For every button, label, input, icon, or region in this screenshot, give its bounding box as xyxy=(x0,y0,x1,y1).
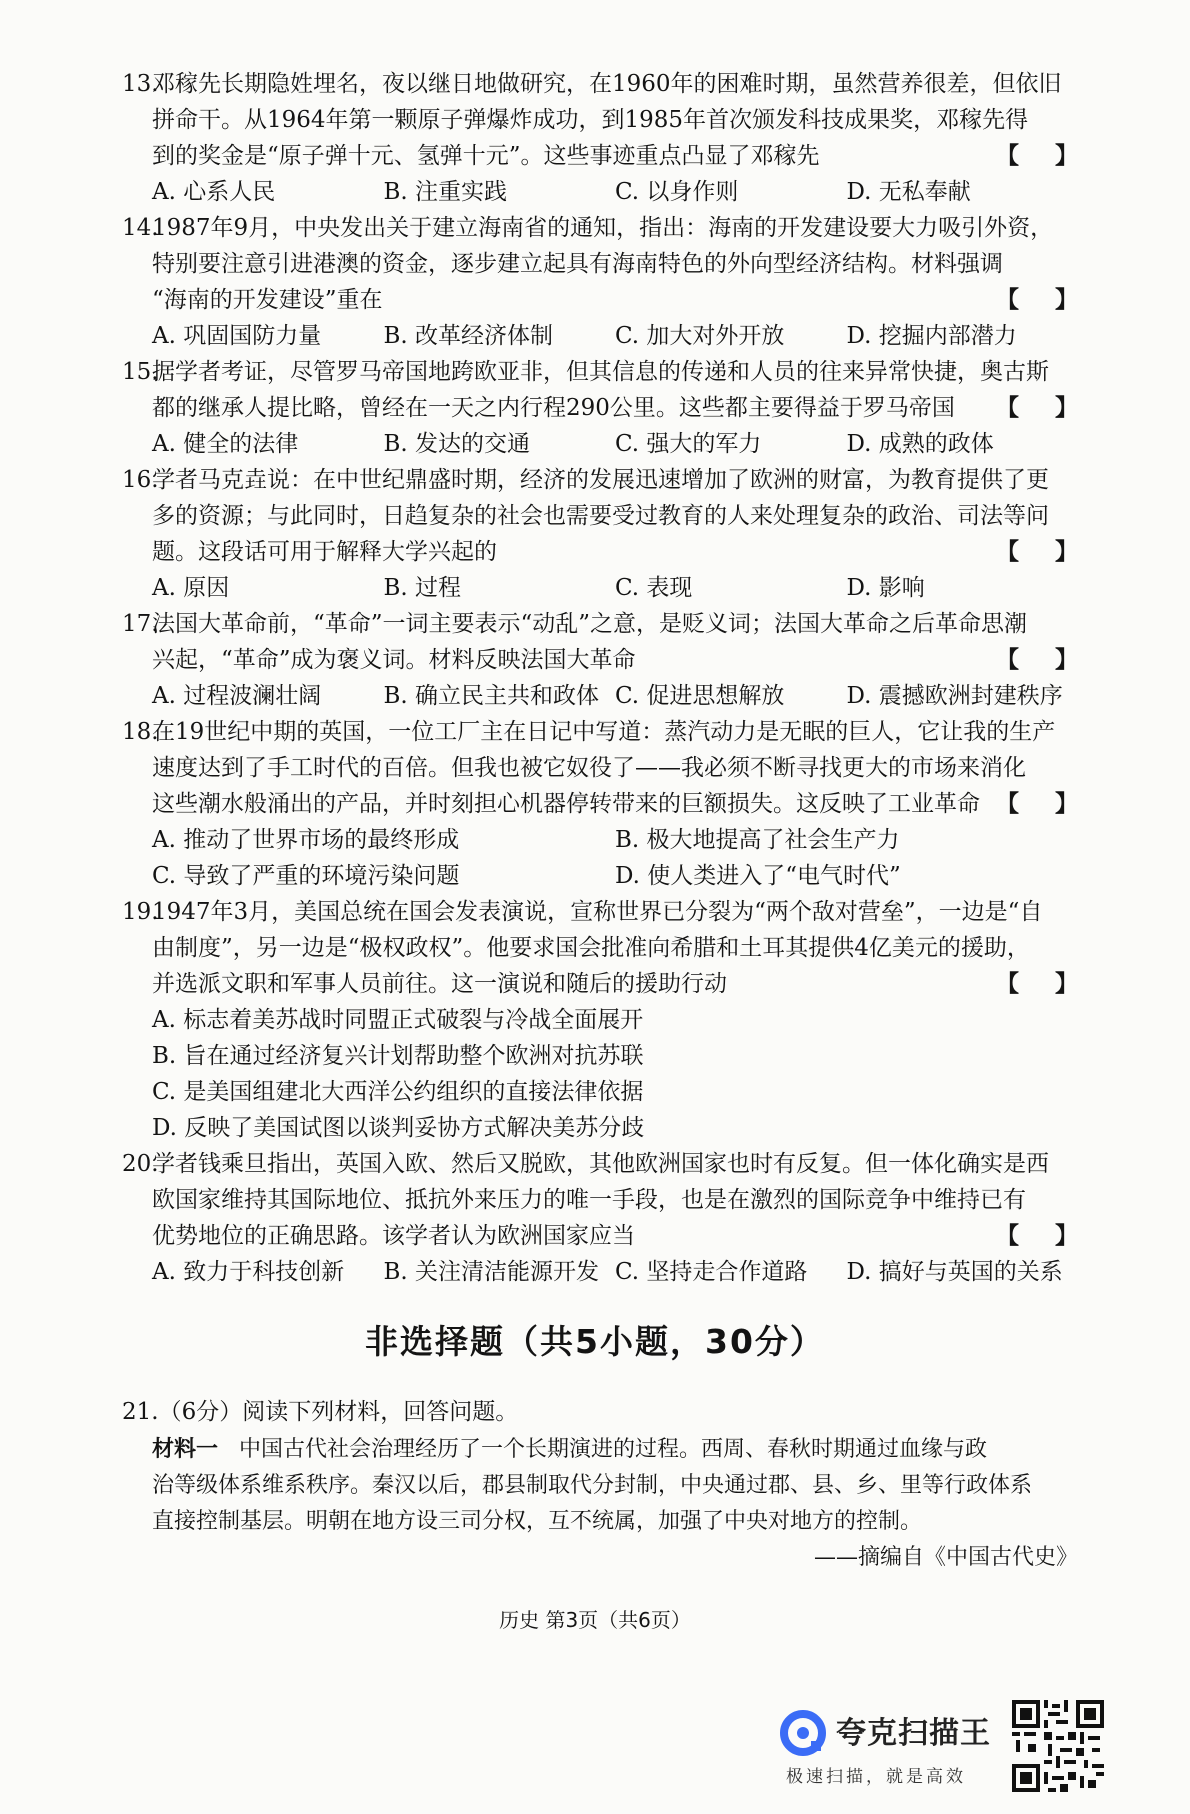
answer-bracket: 【 】 xyxy=(995,1222,1078,1249)
option-a: A. 健全的法律 xyxy=(152,431,299,457)
question-number: 18. xyxy=(122,719,159,745)
question-16 xyxy=(122,462,1078,606)
option-c: C. 加大对外开放 xyxy=(615,323,785,349)
option-b: B. 旨在通过经济复兴计划帮助整个欧洲对抗苏联 xyxy=(152,1043,644,1069)
question-text: 在19世纪中期的英国，一位工厂主在日记中写道：蒸汽动力是无眠的巨人，它让我的生产 xyxy=(152,719,1056,745)
question-text: 学者钱乘旦指出，英国入欧、然后又脱欧，其他欧洲国家也时有反复。但一体化确实是西 xyxy=(152,1151,1049,1177)
option-b: B. 注重实践 xyxy=(383,179,508,205)
option-a: A. 推动了世界市场的最终形成 xyxy=(152,827,460,853)
option-b: B. 极大地提高了社会生产力 xyxy=(615,827,900,853)
question-text: 学者马克垚说：在中世纪鼎盛时期，经济的发展迅速增加了欧洲的财富，为教育提供了更 xyxy=(152,467,1049,493)
option-b: B. 确立民主共和政体 xyxy=(383,683,600,709)
question-text: “海南的开发建设”重在 xyxy=(152,287,383,313)
watermark-subtitle: 极速扫描，就是高效 xyxy=(786,1767,966,1787)
option-a: A. 过程波澜壮阔 xyxy=(152,683,322,709)
option-b: B. 改革经济体制 xyxy=(383,323,554,349)
options xyxy=(152,318,1078,354)
question-text: 题。这段话可用于解释大学兴起的 xyxy=(152,539,497,565)
question-number: 13. xyxy=(122,71,159,97)
option-c: C. 坚持走合作道路 xyxy=(615,1259,808,1285)
answer-bracket: 【 】 xyxy=(995,142,1078,169)
option-b: B. 关注清洁能源开发 xyxy=(383,1259,600,1285)
scanner-watermark xyxy=(780,1704,1180,1804)
options xyxy=(152,858,1078,894)
answer-bracket: 【 】 xyxy=(995,538,1078,565)
answer-bracket: 【 】 xyxy=(995,286,1078,313)
question-number: 14. xyxy=(122,215,159,241)
watermark-title: 夸克扫描王 xyxy=(836,1716,991,1751)
question-number: 16. xyxy=(122,467,159,493)
question-text: 这些潮水般涌出的产品，并时刻担心机器停转带来的巨额损失。这反映了工业革命 xyxy=(152,791,980,817)
option-c: C. 表现 xyxy=(615,575,693,601)
option-a: A. 心系人民 xyxy=(152,179,276,205)
option-d: D. 震撼欧洲封建秩序 xyxy=(846,683,1063,709)
options xyxy=(152,570,1078,606)
question-number: 15. xyxy=(122,359,159,385)
option-c: C. 促进思想解放 xyxy=(615,683,785,709)
question-17 xyxy=(122,606,1078,714)
options xyxy=(152,1254,1078,1290)
answer-bracket: 【 】 xyxy=(995,790,1078,817)
option-d: D. 反映了美国试图以谈判妥协方式解决美苏分歧 xyxy=(152,1115,645,1141)
material-text: 中国古代社会治理经历了一个长期演进的过程。西周、春秋时期通过血缘与政 xyxy=(239,1437,988,1462)
question-text: 到的奖金是“原子弹十元、氢弹十元”。这些事迹重点凸显了邓稼先 xyxy=(152,143,820,169)
options xyxy=(152,174,1078,210)
question-number: 19. xyxy=(122,899,159,925)
option-c: C. 导致了严重的环境污染问题 xyxy=(152,863,460,889)
question-text: 1947年3月，美国总统在国会发表演说，宣称世界已分裂为“两个敌对营垒”，一边是“自 xyxy=(152,899,1043,925)
question-13 xyxy=(122,66,1078,210)
question-number: 17. xyxy=(122,611,159,637)
options xyxy=(152,426,1078,462)
question-text: 特别要注意引进港澳的资金，逐步建立起具有海南特色的外向型经济结构。材料强调 xyxy=(152,251,1003,277)
question-18 xyxy=(122,714,1078,894)
question-text: 优势地位的正确思路。该学者认为欧洲国家应当 xyxy=(152,1223,635,1249)
material-text: 直接控制基层。明朝在地方设三司分权，互不统属，加强了中央对地方的控制。 xyxy=(152,1509,923,1534)
option-d: D. 成熟的政体 xyxy=(846,431,994,457)
answer-bracket: 【 】 xyxy=(995,394,1078,421)
question-21 xyxy=(122,1394,1078,1430)
answer-bracket: 【 】 xyxy=(995,646,1078,673)
option-a: A. 原因 xyxy=(152,575,230,601)
option-b: B. 过程 xyxy=(383,575,462,601)
option-a: A. 标志着美苏战时同盟正式破裂与冷战全面展开 xyxy=(152,1007,644,1033)
material-one xyxy=(152,1432,1078,1576)
material-label: 材料一 xyxy=(152,1437,219,1462)
option-d: D. 搞好与英国的关系 xyxy=(846,1259,1063,1285)
question-text: 多的资源；与此同时，日趋复杂的社会也需要受过教育的人来处理复杂的政治、司法等问 xyxy=(152,503,1049,529)
question-14 xyxy=(122,210,1078,354)
option-d: D. 影响 xyxy=(846,575,925,601)
question-text: 据学者考证，尽管罗马帝国地跨欧亚非，但其信息的传递和人员的往来异常快捷，奥古斯 xyxy=(152,359,1049,385)
options xyxy=(152,678,1078,714)
question-text: 邓稼先长期隐姓埋名，夜以继日地做研究，在1960年的困难时期，虽然营养很差，但依旧 xyxy=(152,71,1062,97)
question-20 xyxy=(122,1146,1078,1290)
option-a: A. 致力于科技创新 xyxy=(152,1259,345,1285)
question-text: 并选派文职和军事人员前往。这一演说和随后的援助行动 xyxy=(152,971,727,997)
question-21-header: 21.（6分）阅读下列材料，回答问题。 xyxy=(122,1399,519,1425)
question-text: 速度达到了手工时代的百倍。但我也被它奴役了——我必须不断寻找更大的市场来消化 xyxy=(152,755,1026,781)
question-text: 法国大革命前，“革命”一词主要表示“动乱”之意，是贬义词；法国大革命之后革命思潮 xyxy=(152,611,1028,637)
option-a: A. 巩固国防力量 xyxy=(152,323,322,349)
question-text: 1987年9月，中央发出关于建立海南省的通知，指出：海南的开发建设要大力吸引外资， xyxy=(152,215,1054,241)
section-title: 非选择题（共5小题，30分） xyxy=(365,1322,825,1361)
question-text: 欧国家维持其国际地位、抵抗外来压力的唯一手段，也是在激烈的国际竞争中维持已有 xyxy=(152,1187,1026,1213)
question-19 xyxy=(122,894,1078,1146)
quark-logo-icon xyxy=(780,1710,826,1756)
option-c: C. 强大的军力 xyxy=(615,431,762,457)
material-text: 治等级体系维系秩序。秦汉以后，郡县制取代分封制，中央通过郡、县、乡、里等行政体系 xyxy=(152,1473,1033,1498)
option-c: C. 是美国组建北大西洋公约组织的直接法律依据 xyxy=(152,1079,644,1105)
option-d: D. 无私奉献 xyxy=(846,179,971,205)
options xyxy=(152,822,1078,858)
question-number: 20. xyxy=(122,1151,159,1177)
option-d: D. 挖掘内部潜力 xyxy=(846,323,1017,349)
question-text: 都的继承人提比略，曾经在一天之内行程290公里。这些都主要得益于罗马帝国 xyxy=(152,395,955,421)
question-text: 兴起，“革命”成为褒义词。材料反映法国大革命 xyxy=(152,647,636,673)
page-footer: 历史 第3页（共6页） xyxy=(499,1608,691,1632)
option-b: B. 发达的交通 xyxy=(383,431,531,457)
question-text: 拼命干。从1964年第一颗原子弹爆炸成功，到1985年首次颁发科技成果奖，邓稼先得 xyxy=(152,107,1029,133)
option-d: D. 使人类进入了“电气时代” xyxy=(615,863,901,889)
option-c: C. 以身作则 xyxy=(615,179,739,205)
qr-code-icon xyxy=(1012,1700,1104,1792)
material-source: ——摘编自《中国古代史》 xyxy=(813,1545,1078,1570)
question-text: 由制度”，另一边是“极权政权”。他要求国会批准向希腊和土耳其提供4亿美元的援助， xyxy=(152,935,1030,961)
question-15 xyxy=(122,354,1078,462)
answer-bracket: 【 】 xyxy=(995,970,1078,997)
